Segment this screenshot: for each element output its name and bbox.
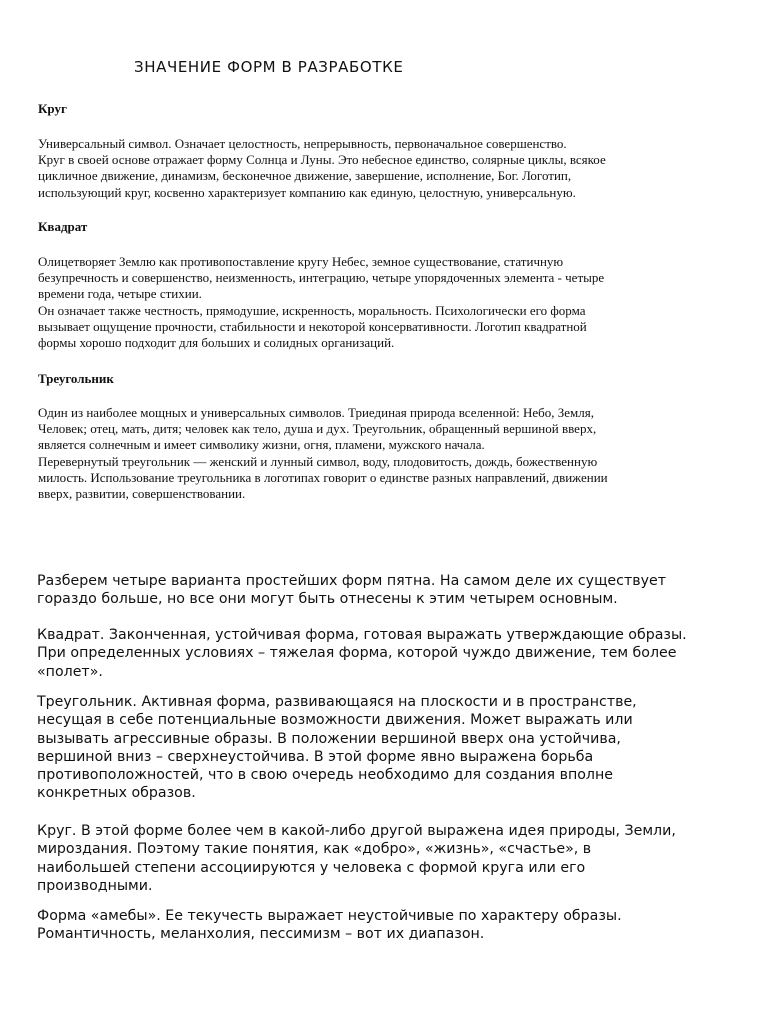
text-line: милость. Использование треугольника в логотипах говорит о единстве разных направлений, движении [38, 469, 608, 485]
text-line: наибольшей степени ассоциируются у человека с формой круга или его [37, 859, 586, 876]
forms-amoeba [37, 907, 742, 944]
paragraph [38, 405, 738, 502]
text-line: Форма «амебы». Ее текучесть выражает неустойчивые по характеру образы. [37, 908, 622, 924]
section-square-text [38, 254, 738, 351]
text-line: конкретных образов. [37, 785, 196, 802]
paragraph [38, 136, 738, 201]
paragraph [37, 822, 742, 895]
section-heading-triangle: Треугольник [38, 371, 114, 386]
forms-square [37, 626, 742, 681]
text-line: цикличное движение, динамизм, бесконечное движение, завершение, исполнение, Бог. Логотип, [38, 168, 572, 184]
text-line: вверх, развитии, совершенствовании. [38, 486, 246, 502]
text-line: производными. [37, 877, 153, 894]
text-line: времени года, четыре стихии. [38, 286, 202, 302]
text-line: является солнечным и имеет символику жизни, огня, пламени, мужского начала. [38, 437, 485, 453]
paragraph [37, 693, 742, 803]
text-line: несущая в себе потенциальные возможности движения. Может выражать или [37, 712, 633, 729]
text-line: безупречность и совершенство, неизменность, интеграцию, четыре упорядоченных элемента - четыре [38, 270, 605, 286]
text-line: При определенных условиях – тяжелая форма, которой чуждо движение, тем более [37, 645, 677, 662]
text-line: использующий круг, косвенно характеризует компанию как единую, целостную, универсальную. [38, 184, 576, 200]
section-heading-circle: Круг [38, 101, 67, 116]
text-line: Треугольник. Активная форма, развивающаяся на плоскости и в пространстве, [37, 694, 637, 710]
text-line: противоположностей, что в свою очередь необходимо для создания вполне [37, 767, 613, 784]
section-circle [38, 101, 738, 117]
section-square [38, 219, 738, 235]
text-line: вершиной вниз – сверхнеустойчива. В этой форме явно выражена борьба [37, 748, 594, 765]
forms-intro [37, 572, 742, 609]
paragraph [37, 907, 742, 944]
text-line: «полет». [37, 663, 103, 680]
paragraph [37, 626, 742, 681]
text-line: вызывает ощущение прочности, стабильности и некоторой консервативности. Логотип квадратной [38, 318, 587, 334]
paragraph [38, 254, 738, 351]
forms-circle [37, 822, 742, 895]
paragraph [37, 572, 742, 609]
text-line: Олицетворяет Землю как противопоставление кругу Небес, земное существование, статичную [38, 254, 564, 269]
text-line: Универсальный символ. Означает целостность, непрерывность, первоначальное совершенство. [38, 136, 567, 151]
text-line: Круг. В этой форме более чем в какой-либо другой выражена идея природы, Земли, [37, 823, 676, 839]
text-line: формы хорошо подходит для больших и солидных организаций. [38, 335, 395, 351]
text-line: вызывать агрессивные образы. В положении вершиной вверх она устойчива, [37, 730, 621, 747]
text-line: Перевернутый треугольник — женский и лунный символ, воду, плодовитость, дождь, божественную [38, 453, 598, 469]
text-line: мироздания. Поэтому такие понятия, как «добро», «жизнь», «счастье», в [37, 841, 592, 858]
text-line: Круг в своей основе отражает форму Солнца и Луны. Это небесное единство, солярные циклы, всякое [38, 152, 606, 168]
section-triangle [38, 371, 738, 387]
document-title: ЗНАЧЕНИЕ ФОРМ В РАЗРАБОТКЕ [134, 58, 404, 76]
forms-triangle [37, 693, 742, 803]
text-line: Разберем четыре варианта простейших форм пятна. На самом деле их существует [37, 573, 666, 589]
section-circle-text [38, 136, 738, 201]
text-line: Романтичность, меланхолия, пессимизм – вот их диапазон. [37, 926, 485, 943]
section-heading-square: Квадрат [38, 219, 88, 234]
text-line: Он означает также честность, прямодушие, искренность, моральность. Психологически его форма [38, 302, 586, 318]
text-line: Квадрат. Законченная, устойчивая форма, готовая выражать утверждающие образы. [37, 627, 687, 643]
text-line: Человек; отец, мать, дитя; человек как тело, душа и дух. Треугольник, обращенный вершиной вверх, [38, 421, 597, 437]
section-triangle-text [38, 405, 738, 502]
text-line: Один из наиболее мощных и универсальных символов. Триединая природа вселенной: Небо, Земля, [38, 405, 594, 420]
text-line: гораздо больше, но все они могут быть отнесены к этим четырем основным. [37, 591, 618, 608]
